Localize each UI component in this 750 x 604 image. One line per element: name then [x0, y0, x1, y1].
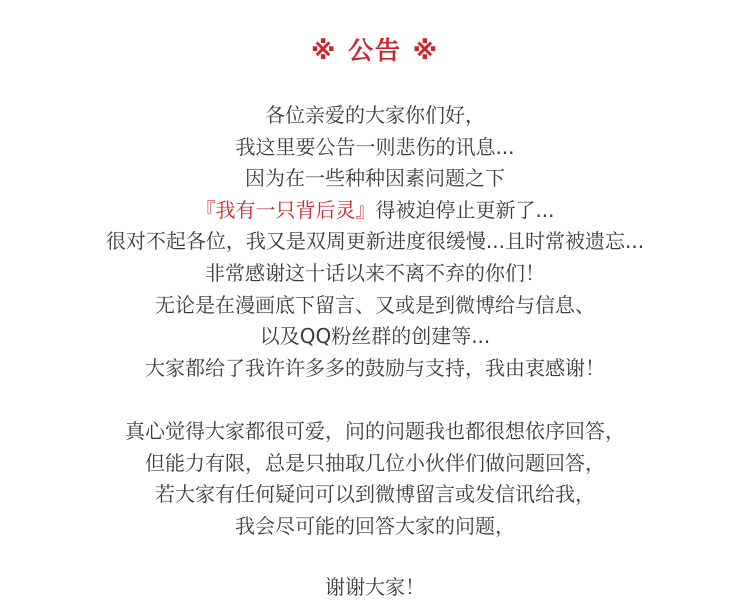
text-line: 无论是在漫画底下留言、又或是到微博给与信息、 — [155, 292, 595, 317]
paragraph-spacer — [0, 384, 750, 416]
text-line — [0, 195, 750, 227]
text-line: 非常感谢这十话以来不离不弃的你们！ — [205, 260, 545, 285]
text-line: 若大家有任何疑问可以到微博留言或发信讯给我， — [155, 482, 595, 507]
text-line: 真心觉得大家都很可爱，问的问题我也都很想依序回答， — [125, 418, 625, 443]
text-line-continuation: 得被迫停止更新了... — [375, 197, 555, 222]
text-line: 很对不起各位，我又是双周更新进度很缓慢...且时常被遗忘... — [105, 229, 645, 254]
text-line: 因为在一些种种因素问题之下 — [245, 166, 505, 191]
text-line: 我这里要公告一则悲伤的讯息... — [235, 134, 515, 159]
comic-title: 『我有一只背后灵』 — [195, 197, 376, 222]
text-line: 大家都给了我许许多多的鼓励与支持，我由衷感谢！ — [145, 355, 605, 380]
text-line: 但能力有限，总是只抽取几位小伙伴们做问题回答， — [145, 450, 605, 475]
announcement-title: ※ 公告 ※ — [310, 36, 440, 65]
text-line: 我会尽可能的回答大家的问题， — [235, 513, 515, 538]
announcement-body — [0, 100, 750, 542]
text-line: 各位亲爱的大家你们好， — [265, 103, 485, 127]
text-line: 以及QQ粉丝群的创建等... — [259, 324, 491, 349]
text-line-cut-off: 谢谢大家！ — [325, 575, 425, 599]
